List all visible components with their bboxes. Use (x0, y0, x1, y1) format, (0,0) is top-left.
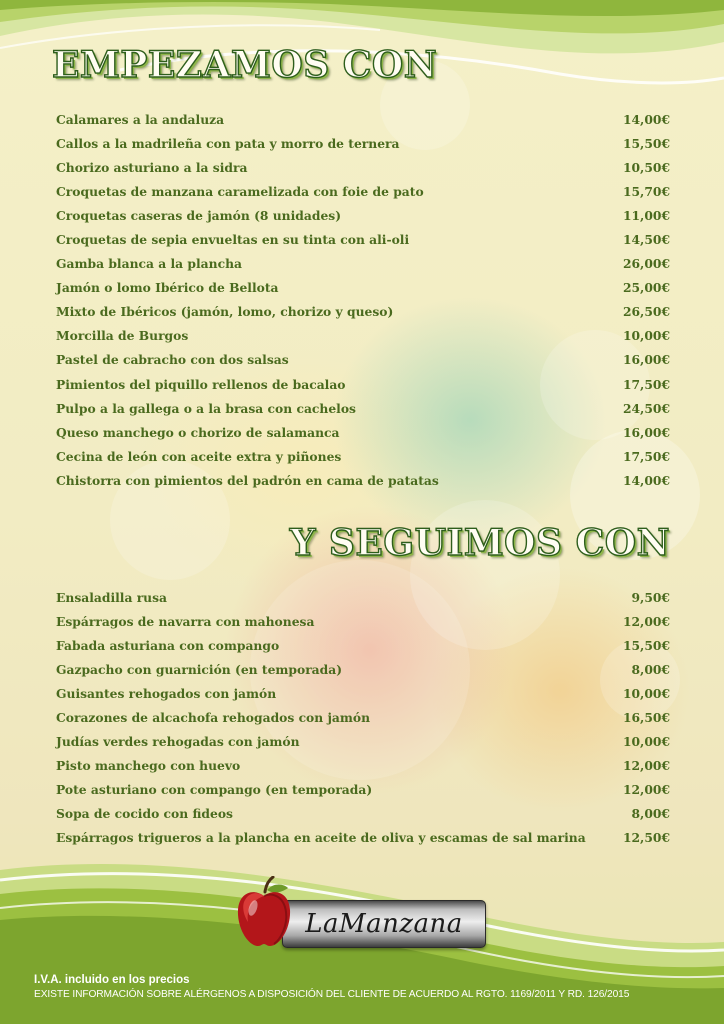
menu-item-price: 8,00€ (631, 661, 670, 677)
menu-item (56, 252, 670, 276)
menu-item (56, 300, 670, 324)
menu-item-name: Callos a la madrileña con pata y morro de ternera (56, 135, 400, 151)
menu-item (56, 372, 670, 396)
menu-item-name: Guisantes rehogados con jamón (56, 685, 277, 701)
menu-item (56, 585, 670, 609)
menu-item-name: Corazones de alcachofa rehogados con jamón (56, 710, 371, 726)
restaurant-logo (236, 876, 486, 950)
menu-item-name: Gamba blanca a la plancha (56, 256, 242, 272)
vat-note: I.V.A. incluido en los precios (34, 974, 190, 986)
menu-item (56, 778, 670, 802)
menu-item-name: Jamón o lomo Ibérico de Bellota (56, 280, 279, 296)
menu-item-price: 26,00€ (622, 256, 670, 272)
menu-item-price: 14,50€ (622, 232, 670, 248)
menu-item-name: Pastel de cabracho con dos salsas (56, 352, 289, 368)
menu-item (56, 420, 670, 444)
menu-item-name: Mixto de Ibéricos (jamón, lomo, chorizo y queso) (56, 304, 394, 320)
menu-item-name: Espárragos trigueros a la plancha en aceite de oliva y escamas de sal marina (56, 830, 586, 846)
menu-item-name: Croquetas de manzana caramelizada con foie de pato (56, 183, 424, 199)
menu-item-price: 17,50€ (622, 376, 670, 392)
footer (34, 974, 629, 1000)
menu-item (56, 468, 670, 492)
menu-item-price: 12,50€ (622, 830, 670, 846)
section-heading-mains: Y SEGUIMOS CON (289, 522, 670, 564)
menu-item (56, 276, 670, 300)
menu-item-name: Chorizo asturiano a la sidra (56, 159, 248, 175)
menu-item (56, 754, 670, 778)
menu-item (56, 155, 670, 179)
allergen-note: EXISTE INFORMACIÓN SOBRE ALÉRGENOS A DISPOSICIÓN DEL CLIENTE DE ACUERDO AL RGTO. 1169/2011 Y RD. 126/2015 (34, 989, 630, 1000)
menu-item-name: Calamares a la andaluza (56, 111, 225, 127)
menu-item-price: 26,50€ (622, 304, 670, 320)
menu-item-price: 10,00€ (622, 734, 670, 750)
menu-item-name: Sopa de cocido con fideos (56, 806, 233, 822)
menu-item-price: 11,00€ (622, 207, 670, 223)
menu-item (56, 203, 670, 227)
menu-item-price: 16,00€ (622, 352, 670, 368)
menu-item-name: Fabada asturiana con compango (56, 637, 280, 653)
menu-item-name: Cecina de león con aceite extra y piñones (56, 448, 342, 464)
starters-menu-list (56, 107, 670, 493)
menu-item (56, 730, 670, 754)
menu-item-price: 12,00€ (622, 613, 670, 629)
menu-item-name: Ensaladilla rusa (56, 589, 168, 605)
menu-item-name: Judías verdes rehogadas con jamón (56, 734, 300, 750)
menu-item-price: 17,50€ (622, 448, 670, 464)
menu-item-price: 24,50€ (622, 400, 670, 416)
menu-item-name: Chistorra con pimientos del padrón en cama de patatas (56, 472, 439, 488)
menu-item-name: Gazpacho con guarnición (en temporada) (56, 661, 343, 677)
menu-item (56, 657, 670, 681)
menu-item-name: Queso manchego o chorizo de salamanca (56, 424, 340, 440)
menu-item-price: 14,00€ (622, 111, 670, 127)
menu-item-price: 25,00€ (622, 280, 670, 296)
menu-item-price: 10,00€ (622, 685, 670, 701)
menu-item-name: Croquetas caseras de jamón (8 unidades) (56, 207, 342, 223)
mains-menu-list (56, 585, 670, 850)
menu-item-price: 12,00€ (622, 782, 670, 798)
menu-item-name: Pimientos del piquillo rellenos de bacalao (56, 376, 346, 392)
menu-item-price: 8,00€ (631, 806, 670, 822)
menu-item-price: 14,00€ (622, 472, 670, 488)
menu-item-price: 15,50€ (622, 637, 670, 653)
menu-item-price: 10,50€ (622, 159, 670, 175)
menu-item (56, 633, 670, 657)
menu-item-name: Pulpo a la gallega o a la brasa con cachelos (56, 400, 356, 416)
menu-item (56, 802, 670, 826)
logo-plate (282, 900, 486, 948)
menu-item (56, 396, 670, 420)
menu-item (56, 131, 670, 155)
menu-item (56, 324, 670, 348)
menu-item-price: 15,50€ (622, 135, 670, 151)
logo-text: LaManzana (305, 909, 463, 939)
menu-item (56, 681, 670, 705)
menu-item-name: Morcilla de Burgos (56, 328, 189, 344)
menu-item-name: Espárragos de navarra con mahonesa (56, 613, 315, 629)
menu-item (56, 826, 670, 850)
menu-item-price: 9,50€ (631, 589, 670, 605)
menu-item (56, 609, 670, 633)
section-heading-starters: EMPEZAMOS CON (52, 44, 438, 86)
apple-icon (236, 876, 292, 948)
menu-item-name: Pote asturiano con compango (en temporada) (56, 782, 373, 798)
menu-item (56, 348, 670, 372)
menu-item (56, 705, 670, 729)
menu-item (56, 227, 670, 251)
menu-item-price: 15,70€ (622, 183, 670, 199)
menu-item-name: Croquetas de sepia envueltas en su tinta con ali-oli (56, 232, 410, 248)
menu-item (56, 179, 670, 203)
menu-item-price: 10,00€ (622, 328, 670, 344)
menu-item (56, 444, 670, 468)
menu-item-price: 16,00€ (622, 424, 670, 440)
menu-item-price: 16,50€ (622, 710, 670, 726)
menu-item-name: Pisto manchego con huevo (56, 758, 241, 774)
menu-item (56, 107, 670, 131)
menu-item-price: 12,00€ (622, 758, 670, 774)
